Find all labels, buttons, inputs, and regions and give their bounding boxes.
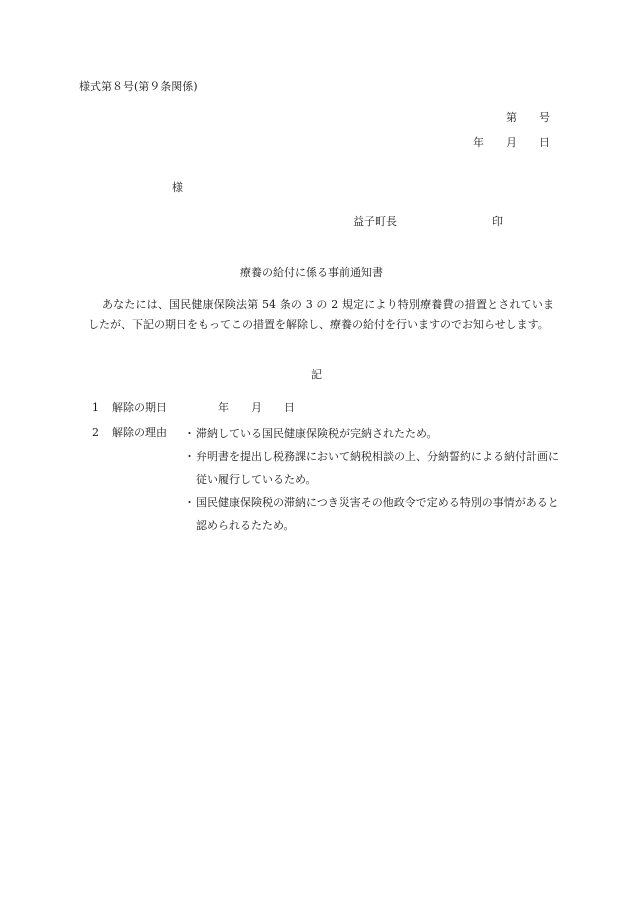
issue-date-month: 月	[506, 136, 517, 149]
item-label-release-reason: 解除の理由	[112, 426, 167, 439]
reason-list-item	[184, 445, 564, 491]
body-paragraph: あなたには、国民健康保険法第 54 条の 3 の 2 規定により特別療養費の措置とされていましたが、下記の期日をもってこの措置を解除し、療養の給付を行いますのでお知らせします。	[88, 298, 554, 331]
release-date-month: 月	[251, 401, 262, 414]
document-number	[506, 111, 550, 125]
issue-date	[473, 136, 550, 150]
form-number: 様式第８号(第９条関係)	[79, 80, 198, 93]
reason-list-item	[184, 491, 564, 537]
release-date-value	[218, 401, 295, 415]
issue-date-year: 年	[473, 136, 484, 149]
bullet-mark: ・	[184, 427, 195, 440]
release-date-day: 日	[284, 401, 295, 414]
reason-text: 国民健康保険税の滞納につき災害その他政令で定める特別の事情があると認められるたため。	[196, 496, 559, 532]
bullet-mark: ・	[184, 496, 195, 509]
seal-mark: 印	[492, 215, 503, 228]
notation-heading: 記	[311, 368, 322, 381]
reason-text: 滞納している国民健康保険税が完納されたため。	[196, 427, 438, 440]
item-number: 1	[92, 401, 99, 414]
document-number-suffix: 号	[539, 111, 550, 124]
bullet-mark: ・	[184, 450, 195, 463]
item-number: 2	[92, 426, 99, 439]
issue-date-day: 日	[539, 136, 550, 149]
reason-list-item	[184, 422, 564, 445]
document-number-prefix: 第	[506, 111, 517, 124]
item-label-release-date: 解除の期日	[112, 401, 167, 414]
release-date-year: 年	[218, 401, 229, 414]
addressee-honorific: 様	[172, 181, 183, 194]
reason-text: 弁明書を提出し税務課において納税相談の上、分納誓約による納付計画に従い履行しているため。	[196, 450, 559, 486]
document-title: 療養の給付に係る事前通知書	[240, 266, 383, 279]
sender-name: 益子町長	[353, 215, 397, 228]
